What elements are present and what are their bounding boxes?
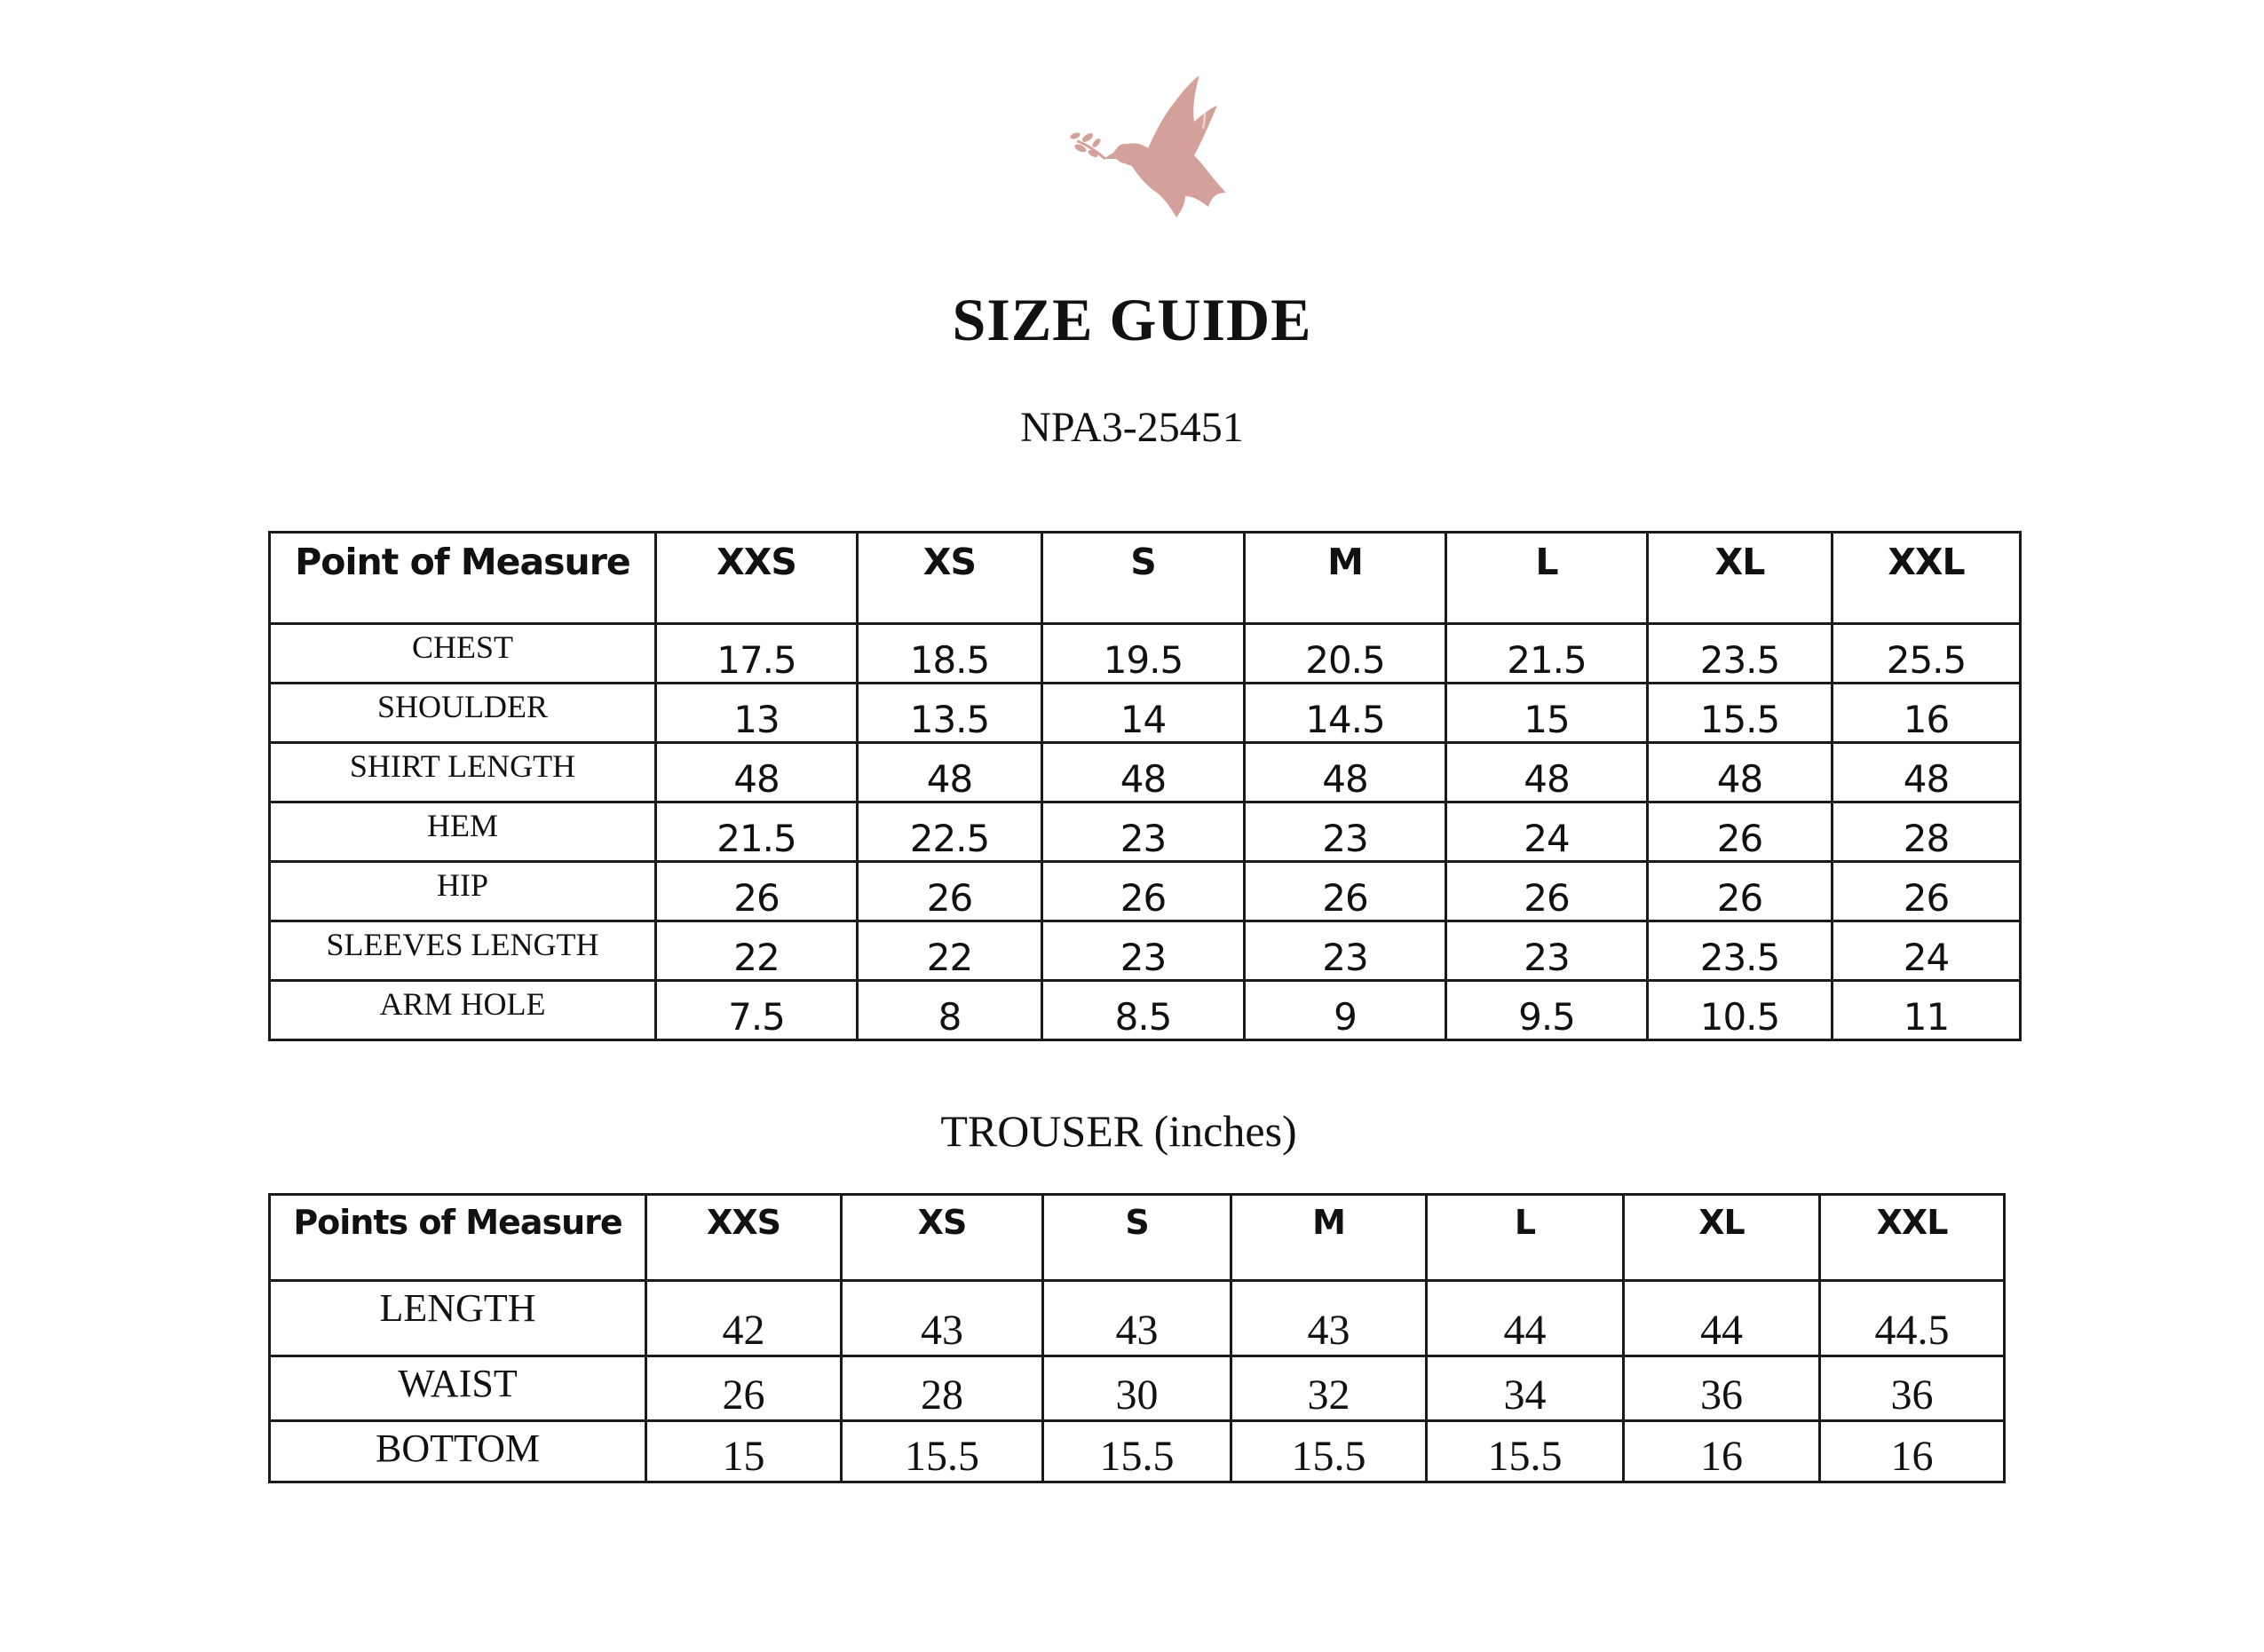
table-cell: 44.5 [1820,1281,2005,1356]
table-cell: 9 [1245,981,1446,1040]
table-cell: 17.5 [656,624,858,684]
table-cell: 13.5 [858,684,1042,743]
table-cell: 23 [1245,921,1446,981]
table-cell: 48 [858,743,1042,802]
table-cell: 20.5 [1245,624,1446,684]
table-cell: 23.5 [1648,921,1833,981]
table-cell: 15.5 [1231,1421,1427,1482]
row-label: SHOULDER [270,684,656,743]
column-header: XL [1624,1195,1820,1281]
shirt-header-row [270,533,2021,624]
table-cell: 8.5 [1042,981,1245,1040]
table-cell: 48 [656,743,858,802]
table-cell: 28 [842,1356,1043,1421]
table-cell: 22.5 [858,802,1042,862]
table-cell: 11 [1833,981,2021,1040]
table-row [270,981,2021,1040]
table-cell: 44 [1624,1281,1820,1356]
table-row [270,1421,2005,1482]
table-cell: 15.5 [842,1421,1043,1482]
column-header: S [1042,533,1245,624]
table-cell: 7.5 [656,981,858,1040]
table-cell: 22 [858,921,1042,981]
row-label: BOTTOM [270,1421,646,1482]
column-header: XS [842,1195,1043,1281]
trouser-section-title: TROUSER (inches) [940,1106,1297,1156]
table-cell: 21.5 [656,802,858,862]
table-cell: 43 [842,1281,1043,1356]
table-row [270,743,2021,802]
table-cell: 13 [656,684,858,743]
table-row [270,802,2021,862]
column-header: M [1231,1195,1427,1281]
table-cell: 48 [1648,743,1833,802]
table-cell: 26 [1245,862,1446,921]
table-cell: 26 [858,862,1042,921]
table-row [270,1356,2005,1421]
table-cell: 15 [1446,684,1648,743]
table-cell: 25.5 [1833,624,2021,684]
table-cell: 26 [1042,862,1245,921]
row-label: HEM [270,802,656,862]
column-header: Point of Measure [270,533,656,624]
table-cell: 30 [1043,1356,1231,1421]
table-cell: 43 [1043,1281,1231,1356]
table-cell: 32 [1231,1356,1427,1421]
table-cell: 16 [1624,1421,1820,1482]
table-cell: 16 [1833,684,2021,743]
table-cell: 24 [1446,802,1648,862]
table-cell: 16 [1820,1421,2005,1482]
table-cell: 26 [1648,862,1833,921]
page-title: SIZE GUIDE [952,286,1312,353]
table-row [270,684,2021,743]
table-cell: 8 [858,981,1042,1040]
table-cell: 28 [1833,802,2021,862]
table-cell: 21.5 [1446,624,1648,684]
table-cell: 26 [656,862,858,921]
table-cell: 26 [1833,862,2021,921]
table-cell: 22 [656,921,858,981]
table-cell: 15.5 [1043,1421,1231,1482]
table-cell: 9.5 [1446,981,1648,1040]
table-row [270,862,2021,921]
table-cell: 44 [1427,1281,1624,1356]
table-cell: 34 [1427,1356,1624,1421]
column-header: L [1446,533,1648,624]
table-cell: 48 [1833,743,2021,802]
table-cell: 23 [1245,802,1446,862]
table-cell: 48 [1446,743,1648,802]
table-cell: 23 [1042,802,1245,862]
row-label: WAIST [270,1356,646,1421]
table-row [270,1281,2005,1356]
table-cell: 15.5 [1648,684,1833,743]
column-header: XXL [1833,533,2021,624]
table-cell: 15 [646,1421,842,1482]
table-cell: 43 [1231,1281,1427,1356]
table-cell: 10.5 [1648,981,1833,1040]
row-label: LENGTH [270,1281,646,1356]
table-cell: 36 [1624,1356,1820,1421]
row-label: SHIRT LENGTH [270,743,656,802]
table-cell: 14.5 [1245,684,1446,743]
row-label: HIP [270,862,656,921]
column-header: S [1043,1195,1231,1281]
column-header: XXS [646,1195,842,1281]
table-cell: 15.5 [1427,1421,1624,1482]
trouser-header-row [270,1195,2005,1281]
table-cell: 48 [1042,743,1245,802]
row-label: SLEEVES LENGTH [270,921,656,981]
column-header: XXS [656,533,858,624]
table-cell: 26 [646,1356,842,1421]
column-header: L [1427,1195,1624,1281]
table-cell: 23 [1042,921,1245,981]
column-header: M [1245,533,1446,624]
table-cell: 42 [646,1281,842,1356]
table-row [270,624,2021,684]
column-header: XL [1648,533,1833,624]
trouser-size-table [268,1193,2006,1483]
column-header: XXL [1820,1195,2005,1281]
row-label: ARM HOLE [270,981,656,1040]
table-cell: 24 [1833,921,2021,981]
table-cell: 26 [1446,862,1648,921]
column-header: XS [858,533,1042,624]
product-code: NPA3-25451 [1020,404,1244,451]
table-cell: 14 [1042,684,1245,743]
table-cell: 18.5 [858,624,1042,684]
table-cell: 23.5 [1648,624,1833,684]
row-label: CHEST [270,624,656,684]
table-cell: 36 [1820,1356,2005,1421]
column-header: Points of Measure [270,1195,646,1281]
table-row [270,921,2021,981]
shirt-size-table [268,531,2022,1041]
table-cell: 26 [1648,802,1833,862]
dove-logo-icon [1061,67,1252,244]
table-cell: 19.5 [1042,624,1245,684]
table-cell: 23 [1446,921,1648,981]
table-cell: 48 [1245,743,1446,802]
